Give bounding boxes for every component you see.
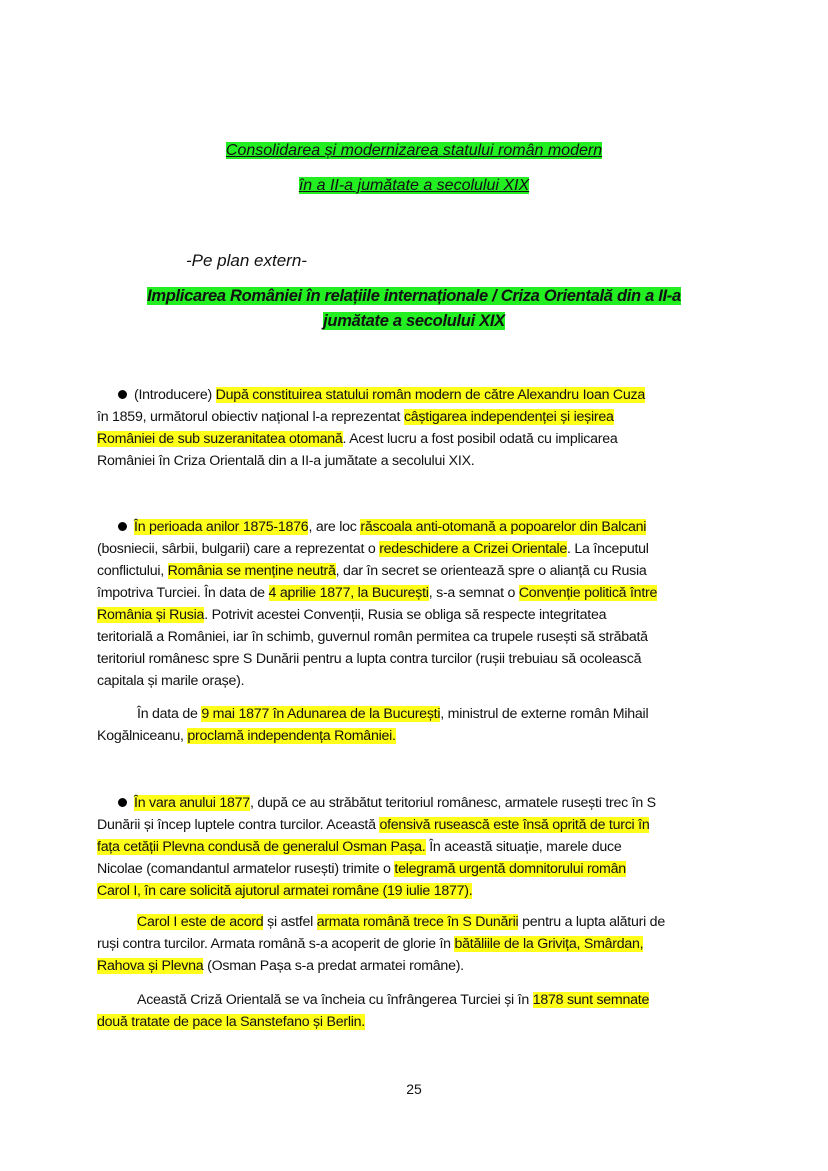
text-line: [97, 604, 657, 626]
text-line: [97, 880, 656, 902]
bullet-icon: [118, 522, 127, 531]
highlighted-text: bătăliile de la Grivița, Smârdan,: [454, 936, 644, 952]
heading-line-2: [0, 312, 828, 331]
text-line: [97, 582, 657, 604]
highlighted-text: telegramă urgentă domnitorului român: [394, 861, 626, 877]
text-segment: (bosniecii, sârbii, bulgarii) care a reprezentat o: [97, 541, 380, 557]
text-segment: Kogălniceanu,: [97, 728, 188, 744]
text-segment: , dar în secret se orientează spre o alianță cu Rusia: [335, 563, 647, 579]
text-segment: Această Criză Orientală se va încheia cu înfrângerea Turciei și în: [137, 992, 533, 1008]
text-line: [97, 955, 665, 977]
text-line: [97, 516, 657, 538]
text-segment: în 1859, următorul obiectiv național l-a reprezentat: [97, 409, 404, 425]
text-line: [97, 911, 665, 933]
heading-line-1: [0, 287, 828, 306]
highlighted-text: două tratate de pace la Sanstefano și Berlin.: [97, 1014, 365, 1030]
page-number: 25: [406, 1081, 422, 1097]
highlighted-text: În perioada anilor 1875-1876: [134, 519, 309, 535]
text-line: [97, 626, 657, 648]
highlighted-text: redeschidere a Crizei Orientale: [379, 541, 568, 557]
text-line: [97, 670, 657, 692]
highlighted-text: Carol I este de acord: [137, 914, 264, 930]
highlighted-text: ofensivă rusească este însă oprită de turci în: [379, 817, 650, 833]
text-line: [97, 725, 648, 747]
text-line: [97, 648, 657, 670]
text-line: [97, 792, 656, 814]
highlighted-text: 9 mai 1877 în Adunarea de la București: [201, 706, 441, 722]
highlighted-text: În vara anului 1877: [134, 795, 250, 811]
text-line: [97, 428, 645, 450]
text-segment: . La începutul: [567, 541, 649, 557]
text-segment: . Potrivit acestei Convenții, Rusia se obliga să respecte integritatea: [204, 607, 607, 623]
highlighted-text: fața cetății Plevna condusă de generalul Osman Pașa.: [97, 839, 426, 855]
subtitle: -Pe plan extern-: [186, 251, 307, 270]
paragraph: [97, 989, 649, 1033]
text-line: [97, 933, 665, 955]
highlighted-text: României de sub suzeranitatea otomană: [97, 431, 343, 447]
text-line: [97, 858, 656, 880]
text-segment: și astfel: [263, 914, 317, 930]
text-line: [97, 814, 656, 836]
text-segment: teritorială a României, iar în schimb, guvernul român permitea ca trupele rusești să străbată: [97, 629, 648, 645]
bullet-icon: [118, 798, 127, 807]
text-segment: pentru a lupta alături de: [518, 914, 665, 930]
text-segment: teritoriul românesc spre S Dunării pentru a lupta contra turcilor (rușii trebuiau să ocolească: [97, 651, 642, 667]
highlighted-text: După constituirea statului român modern de către Alexandru Ioan Cuza: [215, 387, 646, 403]
text-segment: conflictului,: [97, 563, 168, 579]
highlighted-text: 1878 sunt semnate: [532, 992, 650, 1008]
title-line-2: [0, 177, 828, 195]
text-line: [97, 836, 656, 858]
text-line: [97, 384, 645, 406]
paragraph: [97, 516, 657, 692]
text-segment: , după ce au străbătut teritoriul românesc, armatele rusești trec în S: [249, 795, 656, 811]
highlighted-text: Convenție politică între: [518, 585, 658, 601]
title-line-1: [0, 142, 828, 160]
heading-text: jumătate a secolului XIX: [323, 312, 505, 330]
paragraph: [97, 792, 656, 902]
highlighted-text: răscoala anti-otomană a popoarelor din Balcani: [360, 519, 647, 535]
text-line: [97, 703, 648, 725]
text-segment: (Osman Pașa s-a predat armatei române).: [203, 958, 464, 974]
paragraph: [97, 703, 648, 747]
text-line: [97, 1011, 649, 1033]
text-line: [97, 560, 657, 582]
highlighted-text: Carol I, în care solicită ajutorul armatei române (19 iulie 1877).: [97, 883, 473, 899]
text-line: [97, 538, 657, 560]
text-line: [97, 406, 645, 428]
highlighted-text: armata română trece în S Dunării: [316, 914, 519, 930]
text-segment: . Acest lucru a fost posibil odată cu implicarea: [342, 431, 618, 447]
title-text: în a II-a jumătate a secolului XIX: [298, 177, 530, 194]
text-segment: ruși contra turcilor. Armata română s-a acoperit de glorie în: [97, 936, 455, 952]
text-segment: În data de: [137, 706, 202, 722]
paragraph: [97, 911, 665, 977]
highlighted-text: câștigarea independenței și ieșirea: [403, 409, 614, 425]
text-segment: , s-a semnat o: [428, 585, 519, 601]
highlighted-text: 4 aprilie 1877, la București: [268, 585, 429, 601]
bullet-icon: [118, 390, 127, 399]
text-segment: În această situație, marele duce: [425, 839, 622, 855]
highlighted-text: Rahova și Plevna: [97, 958, 204, 974]
text-line: [97, 450, 645, 472]
text-line: [97, 989, 649, 1011]
highlighted-text: România și Rusia: [97, 607, 205, 623]
text-segment: , are loc: [308, 519, 361, 535]
text-segment: Nicolae (comandantul armatelor rusești) trimite o: [97, 861, 395, 877]
text-segment: , ministrul de externe român Mihail: [440, 706, 649, 722]
text-segment: (Introducere): [134, 387, 216, 403]
text-segment: capitala și marile orașe).: [97, 673, 245, 689]
paragraph: [97, 384, 645, 472]
highlighted-text: proclamă independența României.: [187, 728, 396, 744]
highlighted-text: România se menține neutră: [167, 563, 336, 579]
heading-text: Implicarea României în relațiile internaționale / Criza Orientală din a II-a: [147, 287, 681, 305]
text-segment: împotriva Turciei. În data de: [97, 585, 269, 601]
text-segment: României în Criza Orientală din a II-a jumătate a secolului XIX.: [97, 453, 475, 469]
title-text: Consolidarea și modernizarea statului român modern: [225, 142, 603, 159]
text-segment: Dunării și încep luptele contra turcilor. Această: [97, 817, 380, 833]
